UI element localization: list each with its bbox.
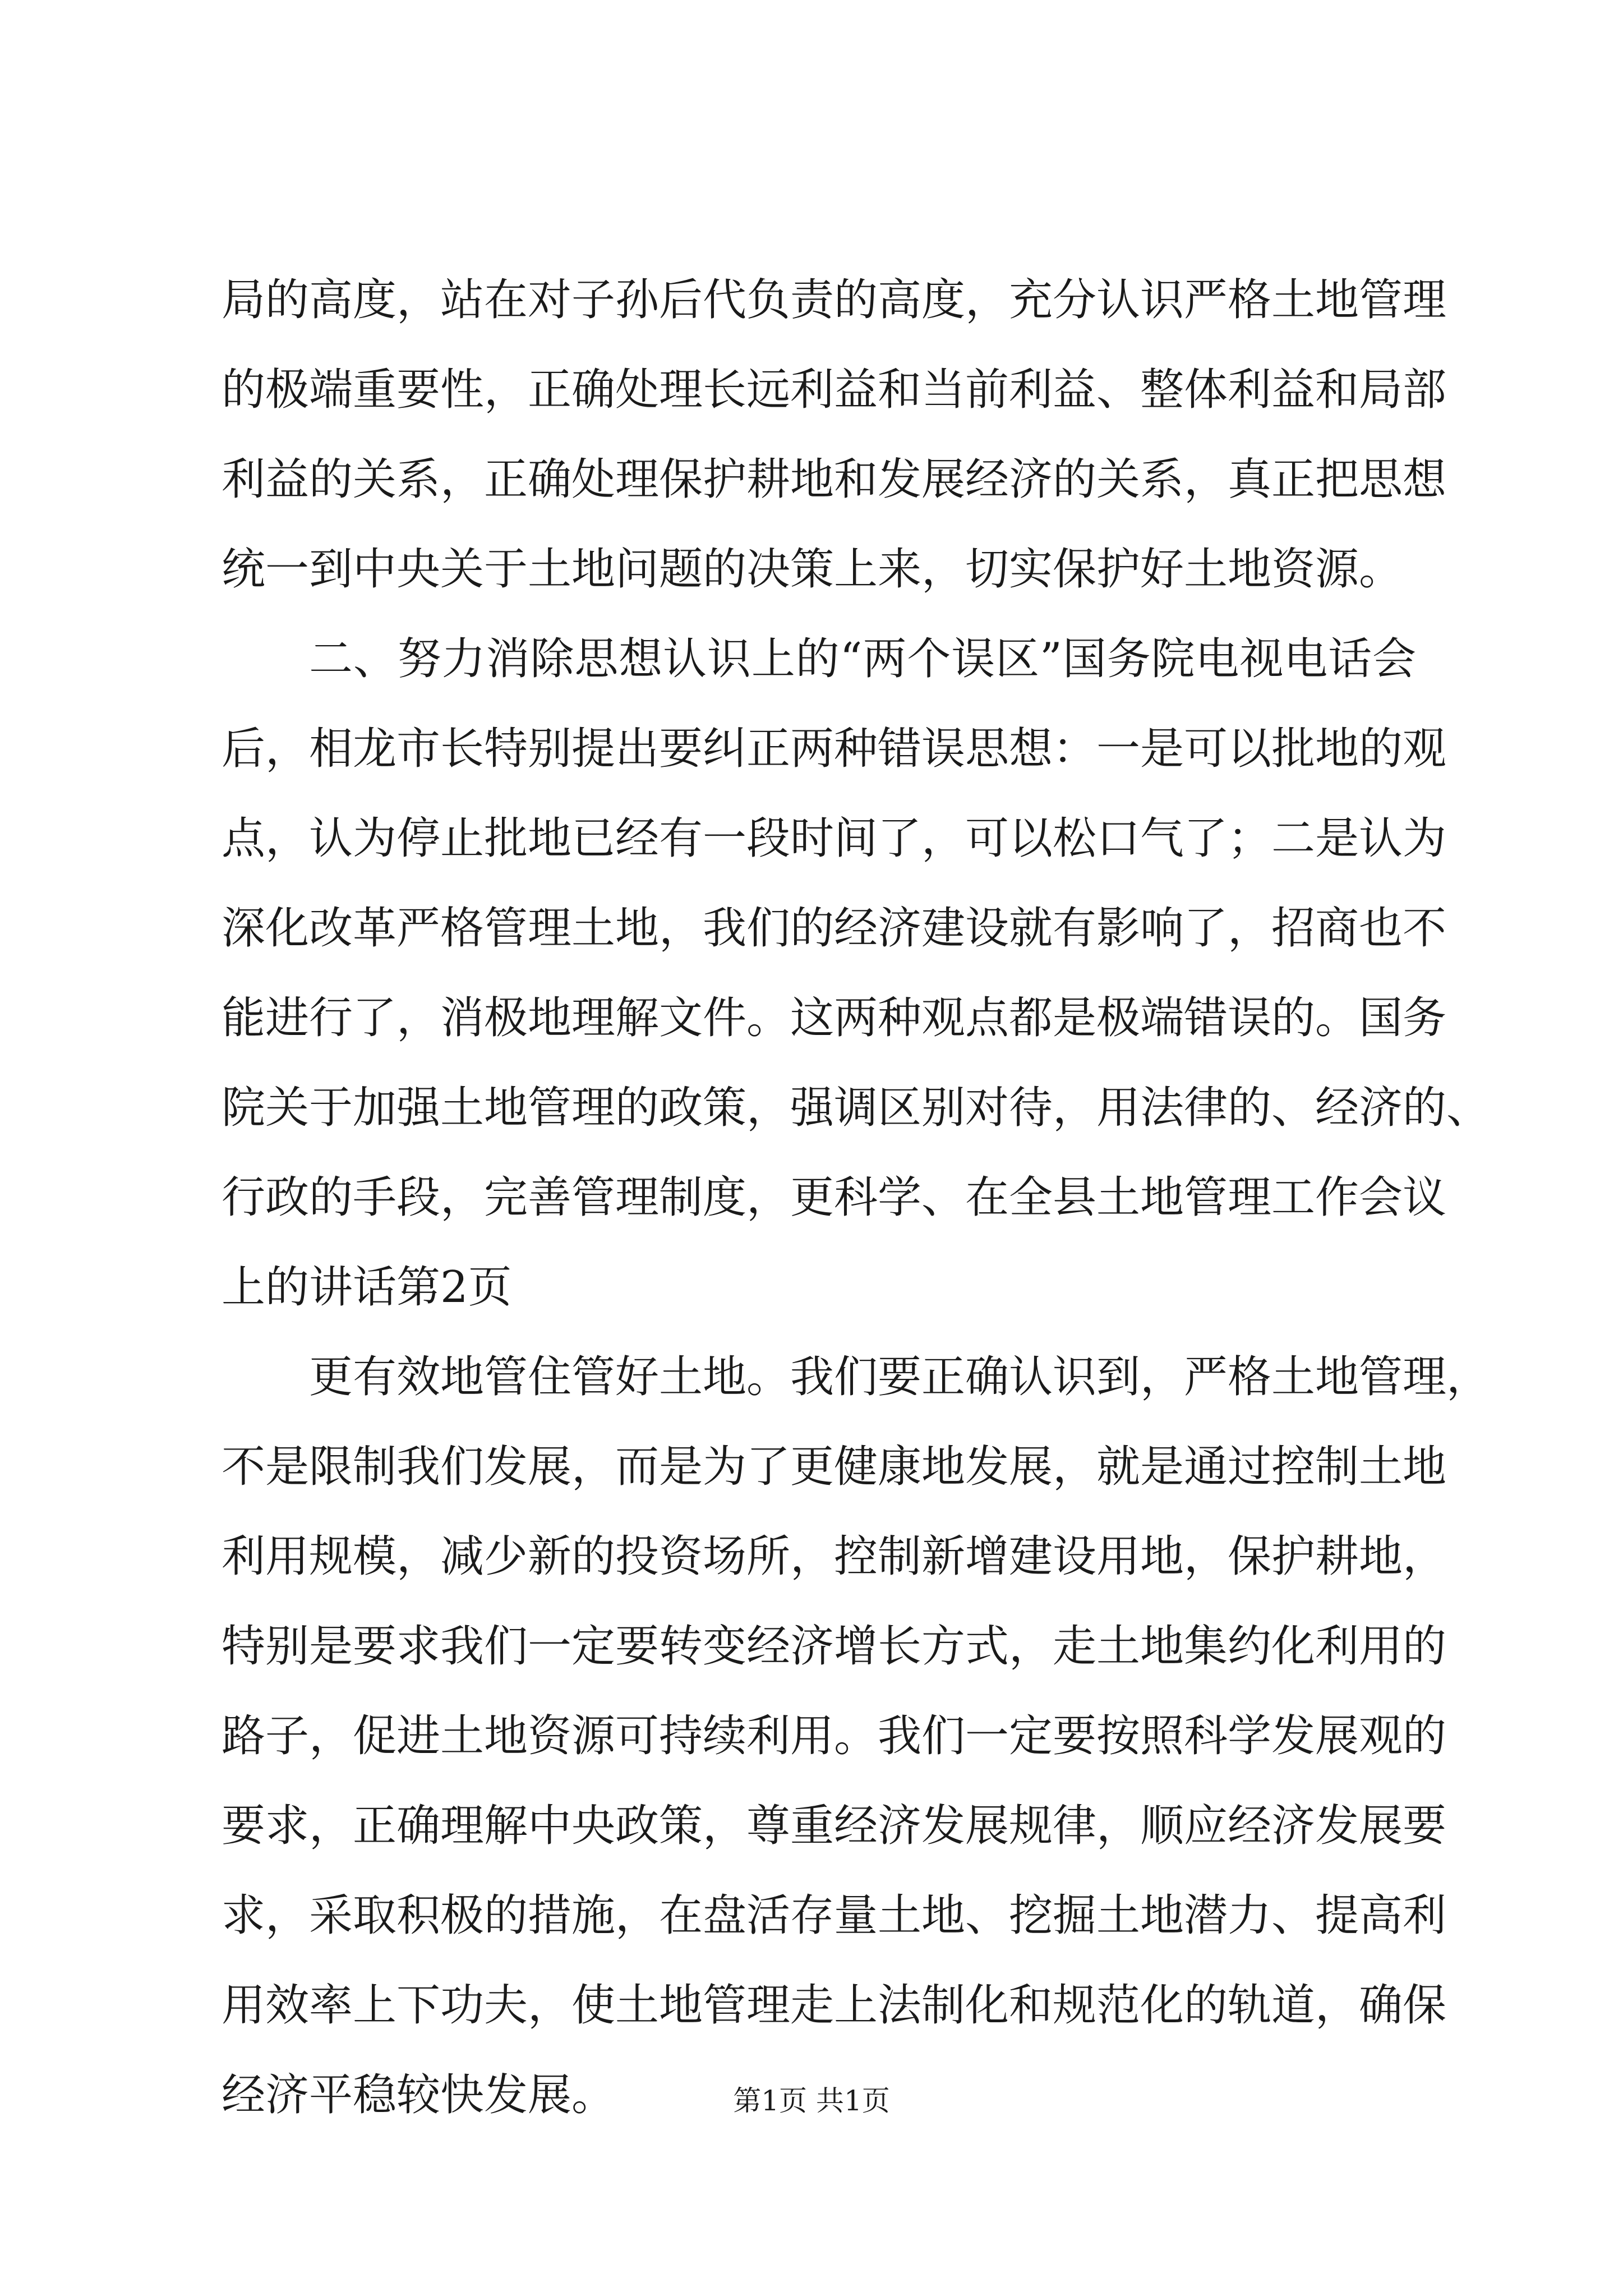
text-line: 要求，正确理解中央政策，尊重经济发展规律，顺应经济发展要 <box>222 1801 1447 1851</box>
text-line: 行政的手段，完善管理制度，更科学、在全县土地管理工作会议 <box>222 1172 1447 1223</box>
text-line: 二、努力消除思想认识上的“两个误区”国务院电视电话会 <box>309 634 1416 684</box>
document-body <box>222 255 1491 2140</box>
text-line: 院关于加强土地管理的政策，强调区别对待，用法律的、经济的、 <box>222 1083 1491 1133</box>
text-line: 的极端重要性，正确处理长远利益和当前利益、整体利益和局部 <box>222 365 1447 415</box>
text-line: 上的讲话第2页 <box>222 1262 512 1313</box>
text-line: 经济平稳较快发展。 <box>222 2070 616 2120</box>
text-line: 路子，促进土地资源可持续利用。我们一定要按照科学发展观的 <box>222 1711 1447 1761</box>
text-line: 能进行了，消极地理解文件。这两种观点都是极端错误的。国务 <box>222 993 1447 1043</box>
text-line: 求，采取积极的措施，在盘活存量土地、挖掘土地潜力、提高利 <box>222 1890 1447 1941</box>
text-line: 用效率上下功夫，使土地管理走上法制化和规范化的轨道，确保 <box>222 1980 1447 2031</box>
page-footer: 第1页 共1页 <box>733 2085 890 2117</box>
text-line: 局的高度，站在对子孙后代负责的高度，充分认识严格土地管理 <box>222 275 1447 325</box>
text-line: 不是限制我们发展，而是为了更健康地发展，就是通过控制土地 <box>222 1442 1447 1492</box>
text-line: 统一到中央关于土地问题的决策上来，切实保护好土地资源。 <box>222 544 1403 595</box>
text-line: 更有效地管住管好土地。我们要正确认识到，严格土地管理， <box>309 1352 1491 1402</box>
text-line: 利用规模，减少新的投资场所，控制新增建设用地，保护耕地， <box>222 1531 1447 1582</box>
text-line: 点，认为停止批地已经有一段时间了，可以松口气了；二是认为 <box>222 813 1447 864</box>
text-line: 特别是要求我们一定要转变经济增长方式，走土地集约化利用的 <box>222 1621 1447 1672</box>
text-line: 利益的关系，正确处理保护耕地和发展经济的关系，真正把思想 <box>222 454 1447 505</box>
text-line: 深化改革严格管理土地，我们的经济建设就有影响了，招商也不 <box>222 903 1447 954</box>
text-line: 后，相龙市长特别提出要纠正两种错误思想：一是可以批地的观 <box>222 724 1447 774</box>
